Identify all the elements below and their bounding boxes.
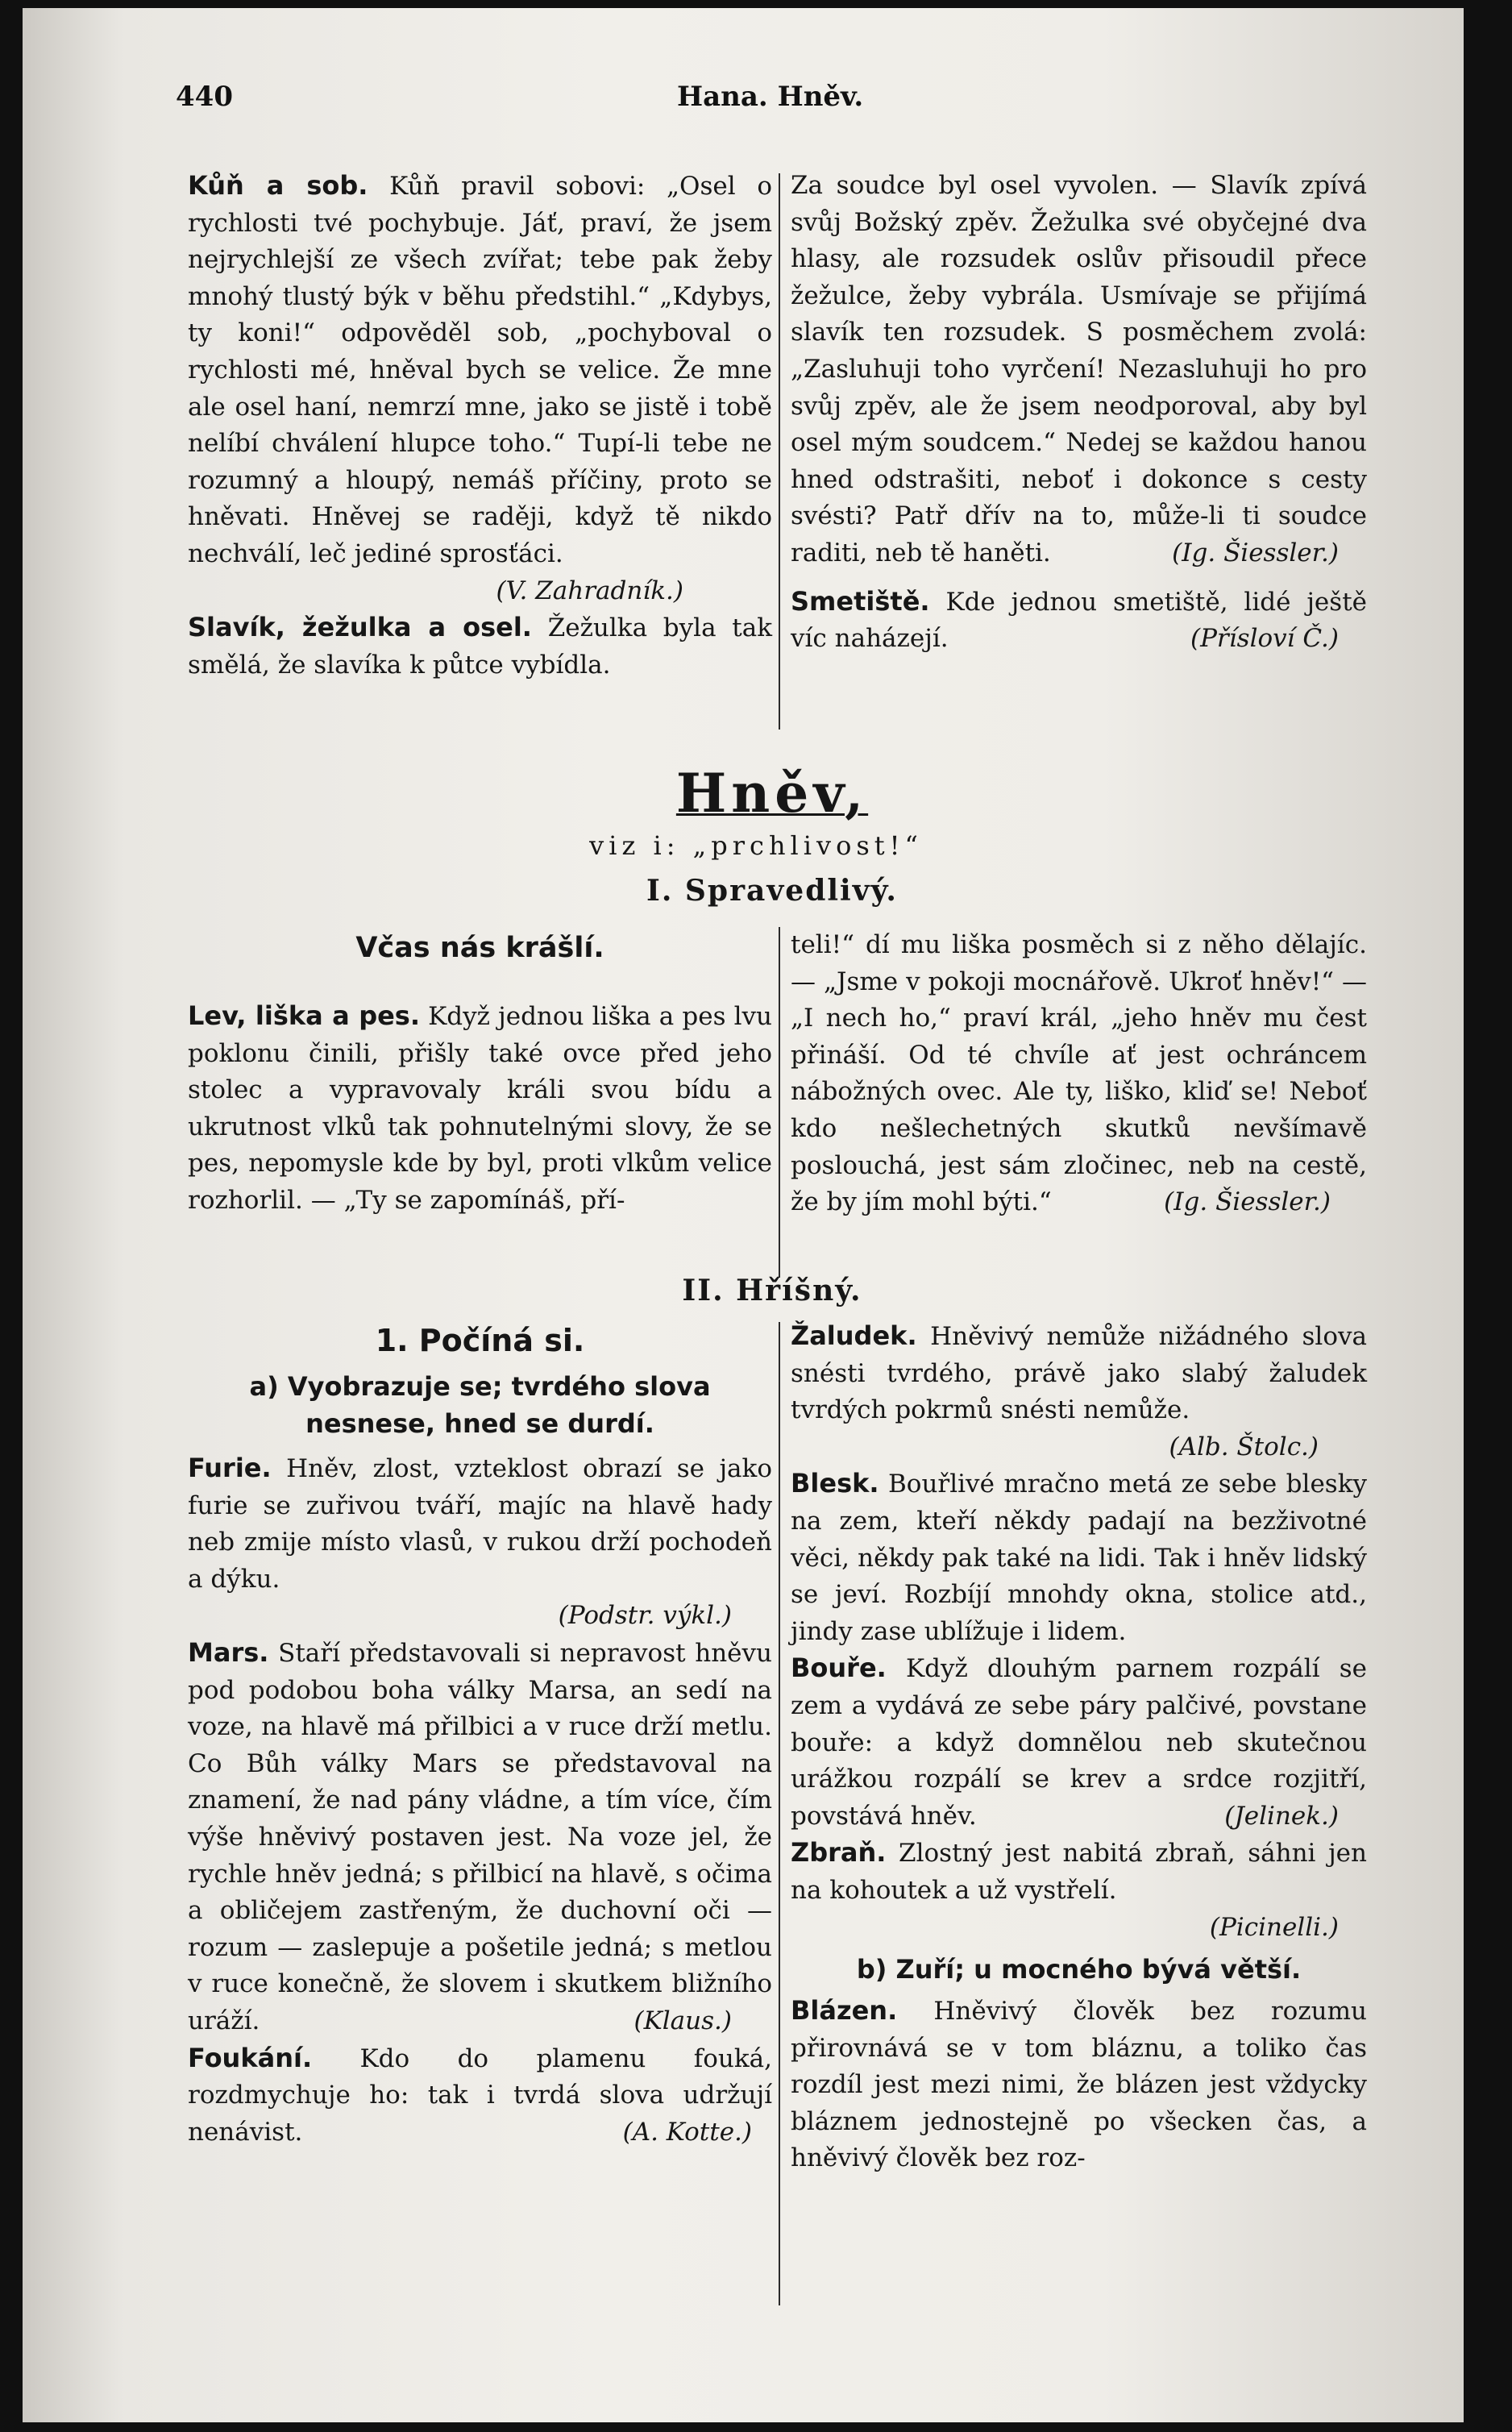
entry-title: Foukání. xyxy=(188,2042,313,2073)
chapter-heading: 1. Počíná si. xyxy=(375,1323,585,1358)
entry-text: Kde jednou smetiště, lidé ještě víc naházejí. xyxy=(791,587,1367,654)
entry-text: Bouřlivé mračno metá ze sebe blesky na zem, kteří někdy padají na bezživotné věci, někdy pak také na lidi. Tak i hněv lidský se jeví. Rozbíjí mnohdy okna, stolice atd., jindy zase ublížuje i lidem. xyxy=(791,1470,1367,1646)
entry-title: Slavík, žežulka a osel. xyxy=(188,612,532,643)
source-citation: (Picinelli.) xyxy=(1209,1912,1339,1942)
column-rule-top xyxy=(779,173,780,730)
subsection-heading-1: I. Spravedlivý. xyxy=(646,874,898,908)
paragraph-slavik-zezulka xyxy=(188,609,772,684)
section-title: Hněv, xyxy=(675,762,869,825)
middle-right-column xyxy=(791,927,1367,1221)
entry-text: Hněvivý nemůže nižádného slova snésti tvrdého, právě jako slabý žaludek tvrdých pokrmů snésti nemůže. xyxy=(791,1322,1367,1425)
entry-text: Hněvivý člověk bez rozumu přirovnává se v tom bláznu, a toliko čas rozdíl jest mezi nimi, že blázen jest vždycky bláznem jednostejně po všecken čas, a hněvivý člověk bez roz- xyxy=(791,1997,1367,2173)
subsection-subtitle: Včas nás krášlí. xyxy=(355,932,604,964)
entry-text: Hněv, zlost, vzteklost obrazí se jako furie se zuřivou tváří, majíc na hlavě hady neb zmije místo vlasů, v rukou drží pochodeň a dýku. xyxy=(188,1454,772,1594)
source-citation: (A. Kotte.) xyxy=(622,2117,752,2147)
column-rule-middle xyxy=(779,927,780,1278)
bottom-left-column xyxy=(188,1318,772,2151)
paragraph-zbran xyxy=(791,1835,1367,1909)
paragraph-lev-liska xyxy=(188,998,772,1220)
book-page xyxy=(23,8,1464,2422)
subsection-heading-2: II. Hříšný. xyxy=(682,1274,862,1307)
entry-title: Bouře. xyxy=(791,1653,887,1684)
paragraph-furie xyxy=(188,1450,772,1598)
entry-text: Kdo do plamenu fouká, rozdmychuje ho: tak i tvrdá slova udržují nenávist. xyxy=(188,2043,772,2147)
entry-text: Zlostný jest nabitá zbraň, sáhni jen na kohoutek a už vystřelí. xyxy=(791,1839,1367,1905)
paragraph-blesk xyxy=(791,1465,1367,1650)
source-citation: (Alb. Štolc.) xyxy=(1169,1432,1319,1461)
entry-text: Staří představovali si nepravost hněvu pod podobou boha války Marsa, an sedí na voze, na hlavě má přilbici a v ruce drží metlu. Co Bůh války Mars se představoval na znamení, že nad pány vládne, a tím více, čím výše hněvivý postaven jest. Na voze jel, že rychle hněv jedná; s přilbicí na hlavě, s očima a obličejem zastřeným, že duchovní oči — rozum — zaslepuje a pošetile jedná; s metlou v ruce konečně, že slovem i skutkem bližního uráží. xyxy=(188,1638,772,2035)
source-citation: (Jelinek.) xyxy=(1224,1801,1339,1831)
entry-text: Když dlouhým parnem rozpálí se zem a vydává ze sebe páry palčivé, povstane bouře: a když domnělou neb skutečnou urážkou rozpálí se krev a srdce rozjitří, povstává hněv. xyxy=(791,1654,1367,1831)
source-citation: (Přísloví Č.) xyxy=(1190,624,1339,654)
top-left-column xyxy=(188,168,772,684)
middle-left-column xyxy=(188,998,772,1220)
entry-title: Žaludek. xyxy=(791,1320,917,1351)
subchapter-heading: b) Zuří; u mocného bývá větší. xyxy=(856,1954,1302,1985)
running-title: Hana. Hněv. xyxy=(677,81,864,113)
entry-text: Kůň pravil sobovi: „Osel o rychlosti tvé pochybuje. Jáť, praví, že jsem nejrychlejší ze všech zvířat; tebe pak žeby mnohý tlustý býk v běhu předstihl.“ „Kdybys, ty koni!“ odpověděl sob, „pochyboval o rychlosti mé, hněval bych se velice. Že mne ale osel haní, nemrzí mne, jako se jistě i tobě nelíbí chválení hlupce toho.“ Tupí-li tebe ne rozumný a hloupý, nemáš příčiny, proto se hněvati. Hněvej se raději, když tě nikdo nechválí, leč jediné sprosťáci. xyxy=(188,172,772,568)
entry-title: Blesk. xyxy=(791,1468,879,1499)
entry-text: Když jednou liška a pes lvu poklonu činili, přišly také ovce před jeho stolec a vypravovaly králi svou bídu a ukrutnost vlků tak pohnutelnými slovy, že se pes, nepomysle kde by byl, proti vlkům velice rozhorlil. — „Ty se zapomínáš, pří- xyxy=(188,1002,772,1215)
page-number: 440 xyxy=(176,81,233,113)
entry-title: Lev, liška a pes. xyxy=(188,1000,421,1031)
entry-title: Mars. xyxy=(188,1636,269,1668)
paragraph-zaludek xyxy=(791,1318,1367,1429)
subchapter-heading: a) Vyobrazuje se; tvrdého slova nesnese, hned se durdí. xyxy=(249,1371,711,1439)
source-citation: (Ig. Šiessler.) xyxy=(1164,1187,1331,1217)
entry-title: Zbraň. xyxy=(791,1837,887,1869)
see-also-reference: viz i: „prchlivost!“ xyxy=(589,830,923,861)
paragraph-mars xyxy=(188,1635,772,2040)
source-citation: (Ig. Šiessler.) xyxy=(1172,538,1339,567)
paragraph-slavik-continued: Za soudce byl osel vyvolen. — Slavík zpívá svůj Božský zpěv. Žežulka své obyčejné dva hlasy, ale rozsudek oslův přisoudil přece žežulce, žeby vybrála. Usmívaje se přijímá slavík ten rozsudek. S posměchem zvolá: „Zasluhuji toho vyrčení! Nezasluhuji ho pro svůj zpěv, ale že jsem neodporoval, aby byl osel mým soudcem.“ Nedej se každou hanou hned odstrašiti, neboť i dokonce s cesty svésti? Patř dřív na to, může-li ti soudce raditi, neb tě haněti. xyxy=(791,171,1367,567)
entry-title: Furie. xyxy=(188,1453,272,1483)
source-citation: (Klaus.) xyxy=(633,2006,732,2035)
paragraph-blazen xyxy=(791,1993,1367,2177)
bottom-right-column xyxy=(791,1318,1367,2177)
source-citation: (Podstr. výkl.) xyxy=(558,1601,732,1631)
entry-text: Žežulka byla tak smělá, že slavíka k půtce vybídla. xyxy=(188,613,773,680)
entry-title: Blázen. xyxy=(791,1995,898,2027)
entry-title: Kůň a sob. xyxy=(188,170,368,201)
entry-title: Smetiště. xyxy=(791,585,930,617)
source-citation: (V. Zahradník.) xyxy=(496,576,683,605)
top-right-column xyxy=(791,168,1367,658)
column-rule-bottom xyxy=(779,1322,780,2305)
paragraph-kun-a-sob xyxy=(188,168,772,573)
paragraph-lev-liska-continued: teli!“ dí mu liška posměch si z něho dělajíc. — „Jsme v pokoji mocnářově. Ukroť hněv!“ — „I nech ho,“ praví král, „jeho hněv mu čest přináší. Od té chvíle ať jest ochráncem nábožných ovec. Ale ty, liško, kliď se! Neboť kdo nešlechetných skutků nevšímavě poslouchá, jest sám zločinec, neb na cestě, že by jím mohl býti.“ xyxy=(791,930,1367,1217)
